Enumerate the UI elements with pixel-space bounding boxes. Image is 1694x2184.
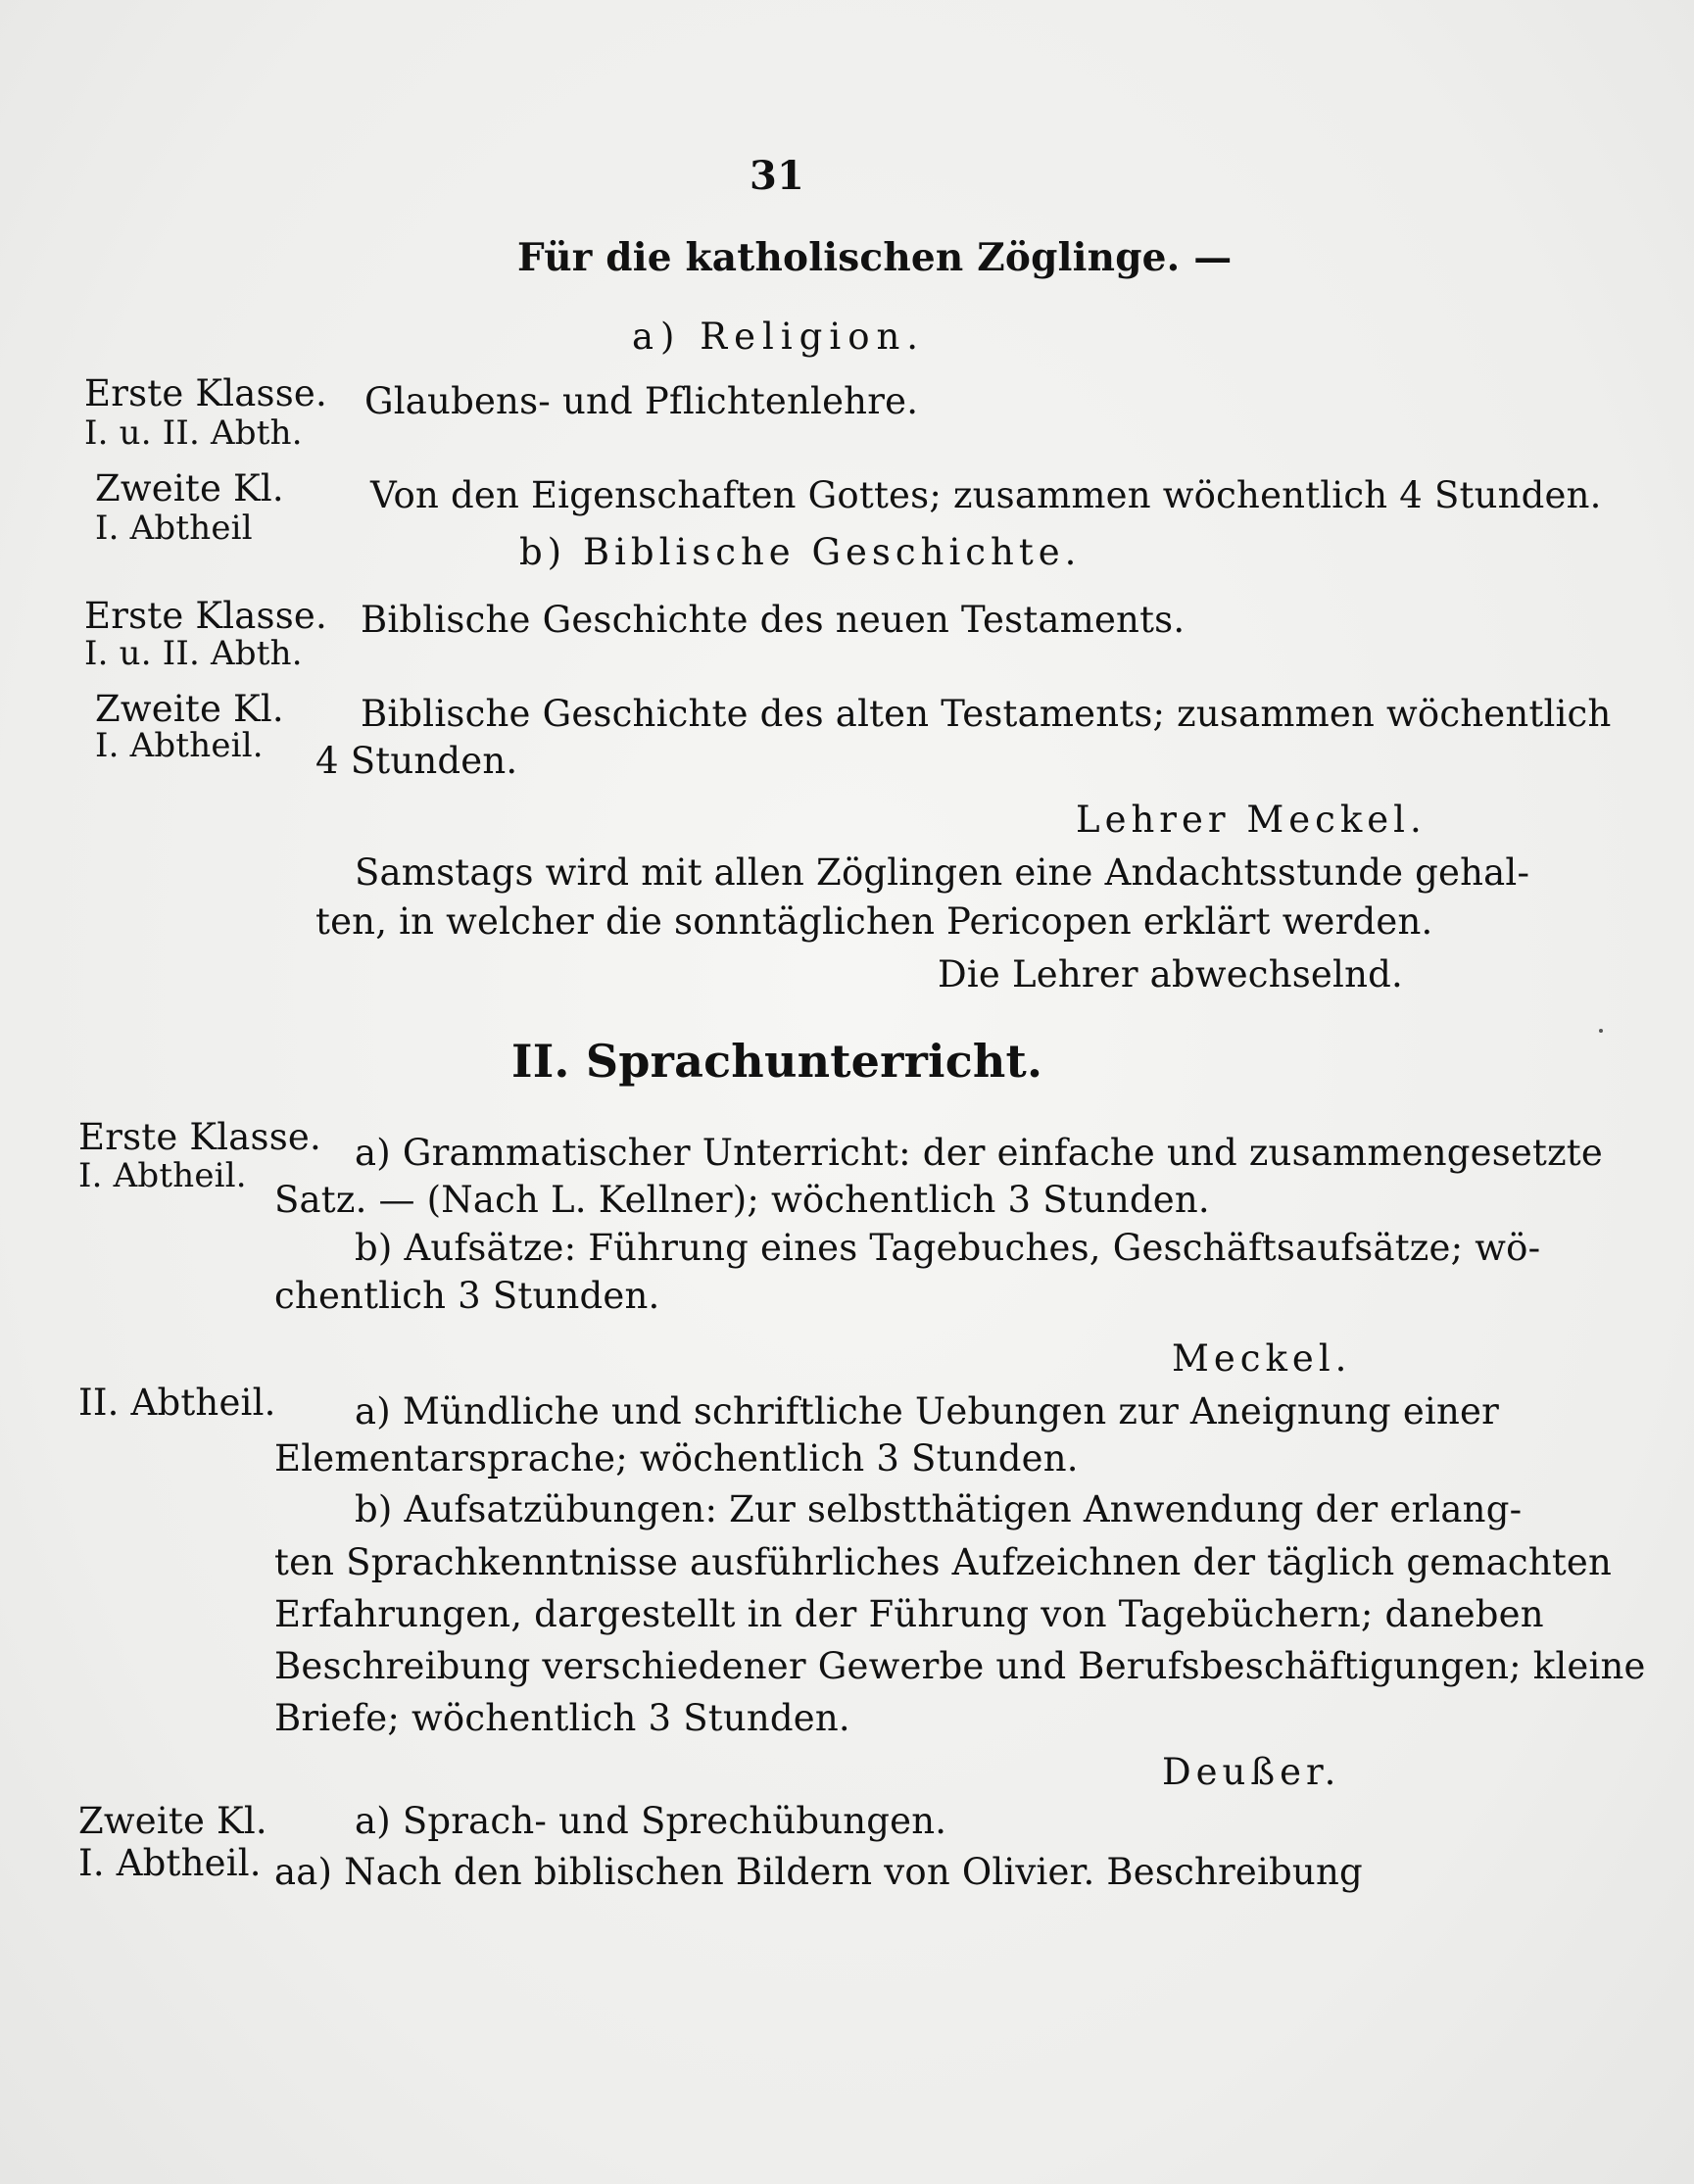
religion-row4-text-line2: 4 Stunden. [315,740,518,782]
section2-row1-class: Erste Klasse. [78,1116,321,1158]
writing-line3: Erfahrungen, dargestellt in der Führung von Tagebüchern; daneben [274,1593,1544,1635]
grammar-line1: a) Grammatischer Unterricht: der einfache und zusammengesetzte [355,1132,1603,1174]
oral-line1: a) Mündliche und schriftliche Uebungen zur Aneignung einer [355,1390,1499,1432]
section2-teacher1: Meckel. [1172,1337,1352,1380]
section2-heading: II. Sprachunterricht. [511,1035,1043,1088]
section2-row2-sub: II. Abtheil. [78,1382,276,1424]
ink-speck [1599,1029,1603,1033]
olivier-pictures: aa) Nach den biblischen Bildern von Olivier. Beschreibung [274,1851,1363,1893]
religion-row2-class: Zweite Kl. [95,467,284,510]
saturday-teacher: Die Lehrer abwechselnd. [938,953,1403,995]
essays-line2: chentlich 3 Stunden. [274,1275,660,1317]
writing-line4: Beschreibung verschiedener Gewerbe und Berufsbeschäftigungen; kleine [274,1645,1646,1687]
religion-heading: a) Religion. [632,315,926,358]
religion-row4-sub: I. Abtheil. [95,726,264,765]
writing-line2: ten Sprachkenntnisse ausführliches Aufzeichnen der täglich gemachten [274,1541,1613,1583]
page-title: Für die katholischen Zöglinge. — [517,235,1233,280]
religion-row3-class: Erste Klasse. [84,595,327,637]
religion-row4-class: Zweite Kl. [95,688,284,730]
religion-row1-class: Erste Klasse. [84,372,327,414]
religion-row2-sub: I. Abtheil [95,509,253,548]
bible-history-heading: b) Biblische Geschichte. [519,531,1082,573]
section2-row1-sub: I. Abtheil. [78,1156,247,1195]
religion-row2-text: Von den Eigenschaften Gottes; zusammen wöchentlich 4 Stunden. [370,474,1602,516]
speech-exercises: a) Sprach- und Sprechübungen. [355,1800,947,1842]
religion-row1-sub: I. u. II. Abth. [84,413,303,453]
section2-row3-class: Zweite Kl. [78,1800,267,1842]
religion-teacher: Lehrer Meckel. [1076,799,1427,841]
writing-line1: b) Aufsatzübungen: Zur selbstthätigen Anwendung der erlang- [355,1488,1523,1530]
religion-row3-sub: I. u. II. Abth. [84,634,303,673]
saturday-line2: ten, in welcher die sonntäglichen Pericopen erklärt werden. [315,900,1433,943]
page-number: 31 [750,153,805,199]
essays-line1: b) Aufsätze: Führung eines Tagebuches, Geschäftsaufsätze; wö- [355,1227,1541,1269]
religion-row3-text: Biblische Geschichte des neuen Testaments. [361,599,1186,641]
saturday-line1: Samstags wird mit allen Zöglingen eine Andachtsstunde gehal- [355,851,1530,894]
section2-teacher2: Deußer. [1162,1751,1341,1793]
religion-row4-text-line1: Biblische Geschichte des alten Testaments; zusammen wöchentlich [361,693,1612,735]
section2-row3-sub: I. Abtheil. [78,1842,262,1884]
writing-line5: Briefe; wöchentlich 3 Stunden. [274,1697,850,1739]
oral-line2: Elementarsprache; wöchentlich 3 Stunden. [274,1437,1079,1480]
grammar-line2: Satz. — (Nach L. Kellner); wöchentlich 3 Stunden. [274,1179,1210,1221]
religion-row1-text: Glaubens- und Pflichtenlehre. [364,380,919,422]
